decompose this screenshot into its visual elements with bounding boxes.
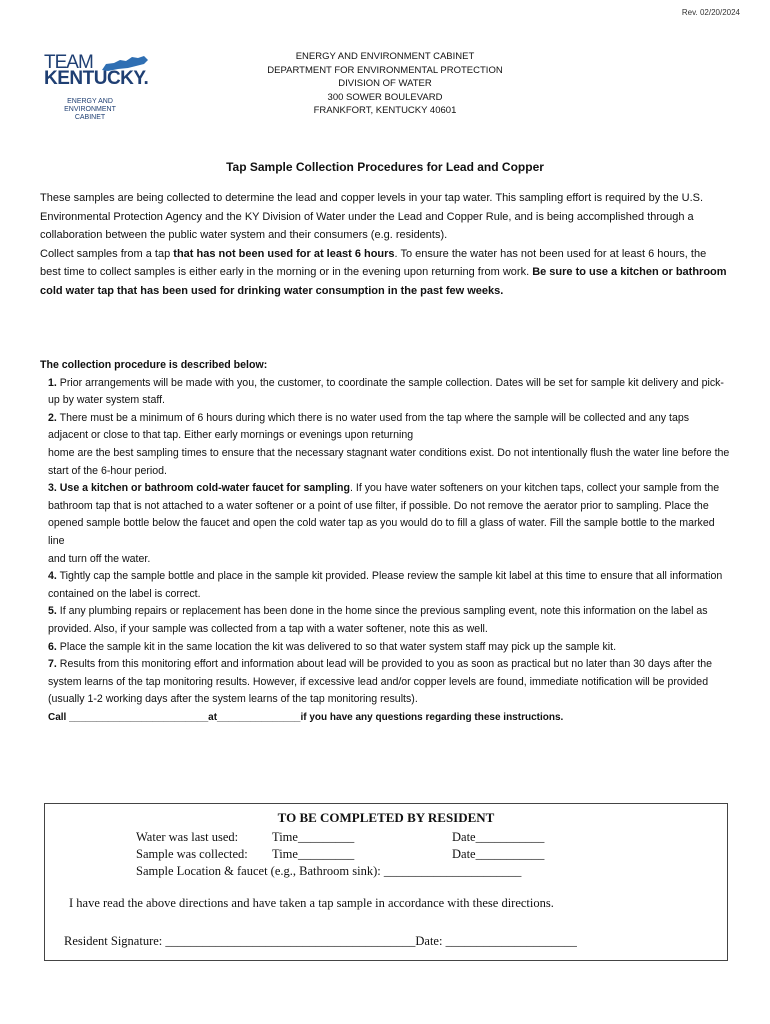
step-text: Place the sample kit in the same location the kit was delivered to so that water system staff may pick up the sample kit. <box>56 640 617 653</box>
resident-signature-line[interactable]: Resident Signature: ________________________________________Date: _____________________ <box>64 934 577 948</box>
header-line-cabinet: ENERGY AND ENVIRONMENT CABINET <box>295 51 475 62</box>
procedure-step-3-cont: and turn off the water. <box>48 552 151 565</box>
procedure-step-4 <box>40 568 730 603</box>
step-number: 1. <box>48 376 57 389</box>
procedure-step-6 <box>40 639 730 657</box>
logo-subtitle-line-2: ENVIRONMENT CABINET <box>64 106 116 121</box>
step-text: Results from this monitoring effort and information about lead will be provided to you as soon as practical but no later than 30 days after the system learns of the tap monitoring results. However, if excessive lead and/or copper levels are found, immediate notification will be provided (usually 1-2 working days after the system learns of the tap monitoring results). <box>48 658 713 706</box>
procedure-section <box>40 357 730 726</box>
logo-subtitle-line-1: ENERGY AND <box>67 98 113 105</box>
header-line-department: DEPARTMENT FOR ENVIRONMENTAL PROTECTION <box>267 64 503 76</box>
call-contact-line: Call _________________________at_______________if you have any questions regarding these instructions. <box>48 711 564 723</box>
team-kentucky-logo <box>44 52 164 120</box>
procedure-step-1 <box>40 375 730 410</box>
intro-paragraph-2 <box>40 245 730 301</box>
procedure-step-3 <box>40 480 730 550</box>
procedure-step-2-cont: home are the best sampling times to ensure that the necessary stagnant water conditions exist. Do not intentionally flush the water line before the start of the 6-hour period. <box>48 446 730 477</box>
procedure-step-7 <box>40 656 730 709</box>
procedure-step-5 <box>40 603 730 638</box>
water-last-used-date-field[interactable]: Date___________ <box>452 830 545 844</box>
header-line-city: FRANKFORT, KENTUCKY 40601 <box>313 105 457 116</box>
step-number: 3. Use a kitchen or bathroom cold-water faucet for sampling <box>48 482 350 495</box>
procedure-step-2 <box>40 410 730 445</box>
intro-section <box>40 189 730 300</box>
intro-emphasis: that has not been used for at least 6 hours <box>173 247 395 260</box>
step-text: . If you have water softeners on your kitchen taps, collect your sample from the bathroom tap that is not attached to a water softener or a point of use filter, if possible. Do not remove the aerator prior to sampling. Place the opened sample bottle below the faucet and open the cold water tap as you would do to fill a glass of water. Fill the sample bottle to the marked line <box>48 482 720 547</box>
resident-form-heading: TO BE COMPLETED BY RESIDENT <box>277 810 495 825</box>
step-text: Tightly cap the sample bottle and place in the sample kit provided. Please review the sample kit label at this time to ensure that all information contained on the label is correct. <box>48 570 723 600</box>
water-last-used-time-field[interactable]: Time_________ <box>272 830 355 844</box>
resident-form-box <box>44 803 728 961</box>
logo-kentucky-text: KENTUCKY. <box>44 68 149 89</box>
step-number: 6. <box>48 640 57 653</box>
step-text: If any plumbing repairs or replacement has been done in the home since the previous sampling event, note this information on the label as provided. Also, if your sample was collected from a tap with a water softener, note this as well. <box>48 605 708 635</box>
step-text: Prior arrangements will be made with you, the customer, to coordinate the sample collection. Dates will be set for sample kit delivery and pick-up by water system staff. <box>48 376 724 407</box>
sample-collected-date-field[interactable]: Date___________ <box>452 847 545 861</box>
step-number: 5. <box>48 605 57 618</box>
header-line-street: 300 SOWER BOULEVARD <box>327 91 443 103</box>
sample-collected-label: Sample was collected: <box>136 847 248 861</box>
step-number: 4. <box>48 570 57 583</box>
step-number: 7. <box>48 658 57 671</box>
resident-statement: I have read the above directions and have taken a tap sample in accordance with these directions. <box>69 896 554 910</box>
intro-emphasis: Be sure to use a kitchen or bathroom cold water tap that has been used for drinking water consumption in the past few weeks. <box>40 266 727 297</box>
revision-date: Rev. 02/20/2024 <box>681 8 740 17</box>
water-last-used-label: Water was last used: <box>136 830 239 844</box>
intro-text: Collect samples from a tap <box>40 247 174 260</box>
step-number: 2. <box>48 411 57 424</box>
step-text: There must be a minimum of 6 hours during which there is no water used from the tap where the sample will be collected and any taps adjacent or close to that tap. Either early mornings or evenings upon returning <box>48 411 690 442</box>
intro-paragraph-1: These samples are being collected to determine the lead and copper levels in your tap water. This sampling effort is required by the U.S. Environmental Protection Agency and the KY Division of Water under the Lead and Copper Rule, and is being accomplished through a collaboration between the public water system and their consumers (e.g. residents). <box>40 192 704 241</box>
agency-header <box>240 50 530 118</box>
sample-location-field[interactable]: Sample Location & faucet (e.g., Bathroom sink): ______________________ <box>136 864 522 878</box>
logo-team-text: TEAM <box>44 52 93 73</box>
intro-text: . To ensure the water has not been used for at least 6 hours, the best time to collect samples is either early in the morning or in the evening upon returning from work. <box>40 247 707 278</box>
page-title: Tap Sample Collection Procedures for Lead and Copper <box>226 160 544 174</box>
logo-subtitle <box>54 98 126 122</box>
header-line-division: DIVISION OF WATER <box>338 78 432 89</box>
procedure-heading: The collection procedure is described below: <box>40 359 268 371</box>
sample-collected-time-field[interactable]: Time_________ <box>272 847 355 861</box>
